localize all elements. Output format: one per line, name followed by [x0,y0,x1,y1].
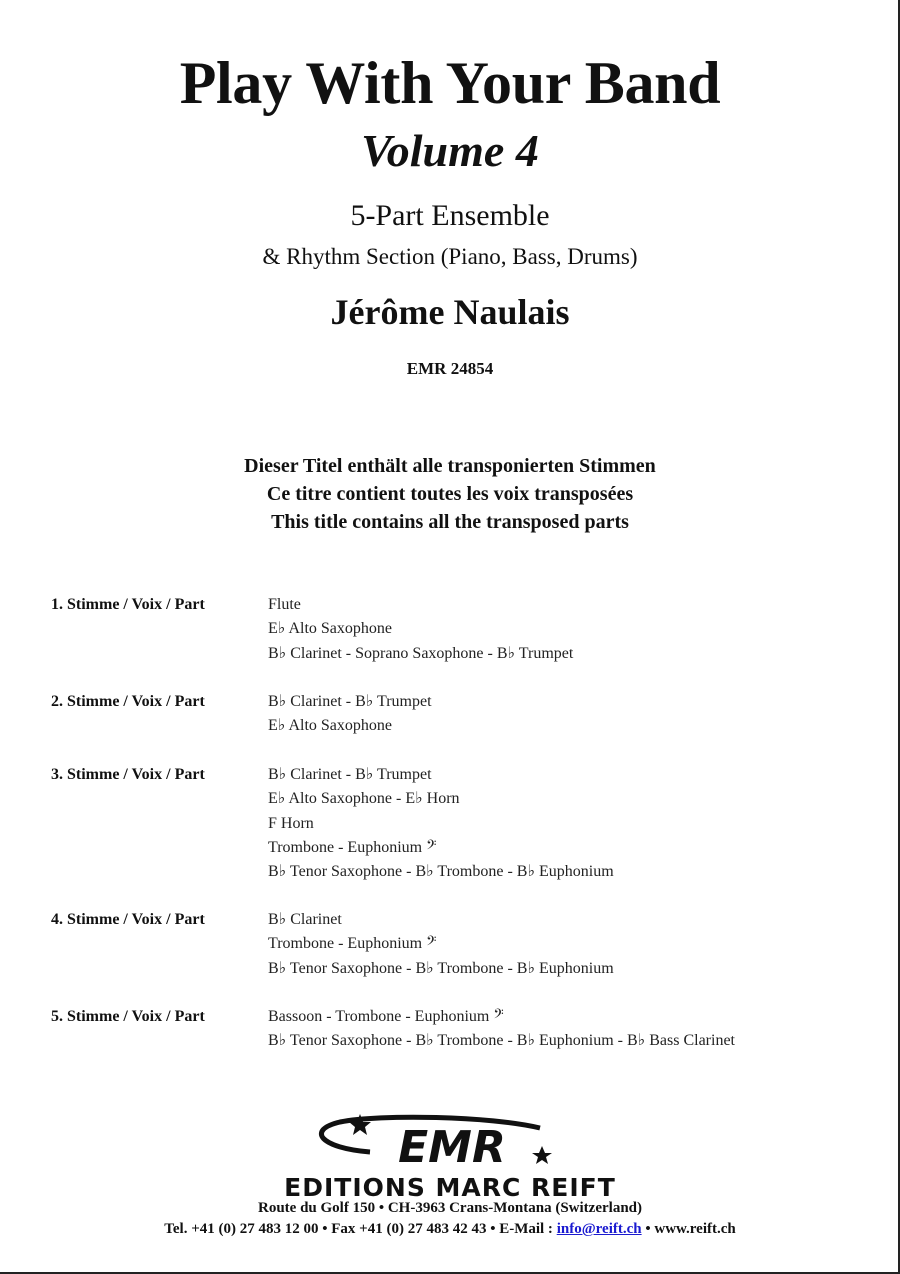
instrument-item: B♭ Tenor Saxophone - B♭ Trombone - B♭ Euphonium [268,959,614,977]
instrument-item: E♭ Alto Saxophone [268,717,392,735]
instrument-item: B♭ Tenor Saxophone - B♭ Trombone - B♭ Euphonium - B♭ Bass Clarinet [268,1032,735,1050]
instrument-list [268,763,614,884]
part-label: 4. Stimme / Voix / Part [51,911,205,928]
logo-star-right [532,1146,552,1164]
instrument-item: E♭ Alto Saxophone [268,620,392,638]
part-label: 1. Stimme / Voix / Part [51,596,205,613]
contact-phone-fax: Tel. +41 (0) 27 483 12 00 • Fax +41 (0) 27 483 42 43 • E-Mail : [164,1221,557,1237]
logo-text: EMR [398,1122,506,1173]
notice-french: Ce titre contient toutes les voix transposées [266,483,634,505]
emr-logo [300,1108,600,1180]
ensemble-type: 5-Part Ensemble [350,199,550,232]
page-title: Play With Your Band [179,50,721,116]
instrument-item: B♭ Tenor Saxophone - B♭ Trombone - B♭ Euphonium [268,863,614,881]
instrument-list [268,690,432,739]
instrument-item: B♭ Clarinet - B♭ Trumpet [268,766,432,783]
website-text: • www.reift.ch [641,1221,736,1237]
instrument-item: B♭ Clarinet - Soprano Saxophone - B♭ Trumpet [268,644,574,662]
rhythm-section-note: & Rhythm Section (Piano, Bass, Drums) [262,244,638,269]
catalog-number: EMR 24854 [406,359,494,378]
part-label: 5. Stimme / Voix / Part [51,1008,205,1025]
publisher-address: Route du Golf 150 • CH-3963 Crans-Montana (Switzerland) [258,1200,642,1216]
publisher-name: EDITIONS MARC REIFT [284,1173,616,1202]
instrument-item: B♭ Clarinet [268,911,342,928]
instrument-item: F Horn [268,814,314,832]
notice-german: Dieser Titel enthält alle transponierten Stimmen [244,455,656,477]
instrument-list [268,908,614,981]
part-label: 2. Stimme / Voix / Part [51,693,205,710]
instrument-item: Trombone - Euphonium 𝄢 [268,838,437,856]
publisher-contact [0,1219,900,1239]
composer-name: Jérôme Naulais [330,292,570,332]
part-label: 3. Stimme / Voix / Part [51,766,205,783]
email-link[interactable]: info@reift.ch [556,1221,642,1237]
instrument-item: E♭ Alto Saxophone - E♭ Horn [268,790,460,808]
notice-english: This title contains all the transposed parts [271,511,629,533]
instrument-item: Flute [268,596,301,613]
instrument-item: Bassoon - Trombone - Euphonium 𝄢 [268,1008,504,1025]
instrument-list [268,593,573,666]
volume-subtitle: Volume 4 [361,125,539,176]
instrument-item: Trombone - Euphonium 𝄢 [268,935,437,953]
instrument-item: B♭ Clarinet - B♭ Trumpet [268,693,432,710]
instrument-list [268,1005,735,1054]
